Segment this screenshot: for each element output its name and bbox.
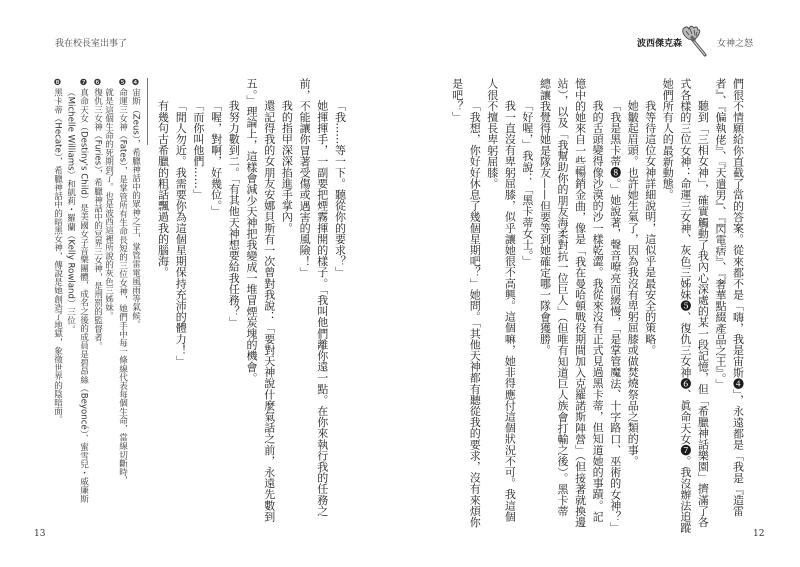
page-number-right: 12 [753, 529, 765, 539]
text-column: 她們所有人的最新動態。 [661, 78, 675, 201]
text-column: 我的舌頭變得像沙漠的沙一樣乾澀。我從來沒有正式見過黑卡蒂，但知道她的事蹟。記 [591, 100, 605, 522]
footnote-destinys-child-continued: （Michelle Williams）和凱莉・羅蘭（Kelly Rowland）三位。 [65, 88, 76, 334]
footnote-separator [147, 78, 148, 145]
text-column: 有幾句古希臘的粗話飄過我的腦海。 [156, 100, 170, 278]
torch-icon [680, 23, 708, 57]
text-column: 總讓我覺得她是隊友——但要等到她確定哪一隊會獲勝。 [538, 78, 552, 356]
text-column: 「好喔，」我說：「黑卡蒂女士。」 [520, 100, 534, 267]
left-running-title: 我在校長室出事了 [55, 39, 128, 49]
footnote-zeus: ❹宙斯（Zeus），希臘神話中的眾神之王，掌管雷電風雨等氣候。 [130, 78, 141, 329]
text-column: 站），以及「我幫助你的朋友海柔對抗一位巨人」（但唯有知道巨人族會打輸之後）。黑卡蒂 [556, 78, 569, 517]
text-column: 「我……等一下。聽從你的要求？」 [333, 100, 347, 278]
text-column: 我的指甲深深掐進手掌內。 [280, 100, 294, 234]
text-column: 我努力數到二。「有其他天神想要給我任務？」 [227, 100, 241, 328]
text-column: 「我想，你好好休息了幾個星期吧？」她問。「其他天神都有聽從我的要求，沒有來煩你 [468, 100, 482, 528]
series-title: 波西傑克森 [637, 39, 683, 49]
text-column: 我等待這位女神詳細說明，這似乎是最安全的策略。 [643, 100, 657, 356]
text-column: 者』、『偏執佬』、『天遣男』、『閃電痞』、『奢華點綴產品之王』。」 [714, 78, 727, 390]
text-column: 聽到「三相女神」，確實觸動了我內心深處的某一段記憶，但「希臘神話樂園」擠滿了各 [696, 100, 710, 528]
text-column: 式各樣的三位女神：命運三女神、灰色三姊妹❺、復仇三女神❻、眞命天女❼。我沒辦法追蹤 [678, 78, 692, 534]
text-column: 我一直沒有卑躬屈膝，似乎讓她很不高興。這個嘛，她非得應付這個狀況不可。我這個 [503, 100, 517, 522]
footnote-fates-continued: 就是這個生命的死期到了。也是波西這裡所說的灰色三姊妹。 [103, 88, 114, 321]
text-column: 她皺起眉頭。也許她生氣了，因為我沒有卑躬屈膝或做焚燒祭品之類的事。 [626, 100, 640, 467]
text-column: 五。」理論上，這樣會減少天神把我變成一堆冒煙炭塊的機會。 [245, 78, 258, 384]
text-column: 憶中的她來自一些暢銷金曲，像是「我在曼哈頓戰役期間加入克羅諾斯陣營」（但接著就換邊 [573, 78, 587, 528]
footnote-furies: ❻復仇三女神（Furies），希臘神話中的冥界三女神，是刑罰的監督者。 [92, 78, 103, 351]
text-column: 人很不擅長卑躬屈膝。 [485, 78, 499, 189]
footnote-hecate: ❽黑卡蒂（Hecate），希臘神話中的暗黑女神，傳說是她創造了地獄，象徵世界的陰暗面。 [52, 78, 63, 424]
text-column: 她揮揮手，一副要把煙霧揮開的樣子。「我叫他們離你遠一點。在你來執行我的任務之 [315, 100, 329, 517]
footnote-destinys-child: ❼真命天女（Destiny's Child）是美國女子音樂團體，成名之後的成員是碧昂絲（Beyoncé）、蜜雪兒・威廉斯 [78, 78, 89, 503]
text-column: 們很不情願給你直截了當的答案。從來都不是「嗨，我是宙斯❹」，永遠都是「我是『造雷 [731, 78, 745, 517]
book-title: 女神之怒 [717, 39, 754, 49]
text-column: 還記得我的女朋友安娜貝斯有一次曾對我說：「要對天神說什麼氣話之前，永遠先數到 [262, 100, 276, 522]
page-number-left: 13 [34, 529, 46, 539]
text-column: 「我是黑卡蒂❽。」她說著，聲音嘹亮而緩慢，「是掌管魔法、十字路口、巫術的女神？」 [608, 100, 622, 533]
text-column: 「閒人勿近。我需要你為這個星期保持充沛的體力！」 [174, 100, 188, 367]
text-column: 前，不能讓你冒著受傷或遇害的風險！」 [298, 78, 312, 278]
footnote-fates: ❺命運三女神（Fates），是掌管所有生命長短的三位女神，她們手中每一條線代表每個生命，當線切斷時， [117, 78, 128, 485]
text-column: 「喔，對啊，好幾位。」 [209, 100, 223, 217]
text-column: 是吧？」 [450, 78, 464, 123]
text-column: 「而你叫他們……」 [191, 100, 205, 200]
